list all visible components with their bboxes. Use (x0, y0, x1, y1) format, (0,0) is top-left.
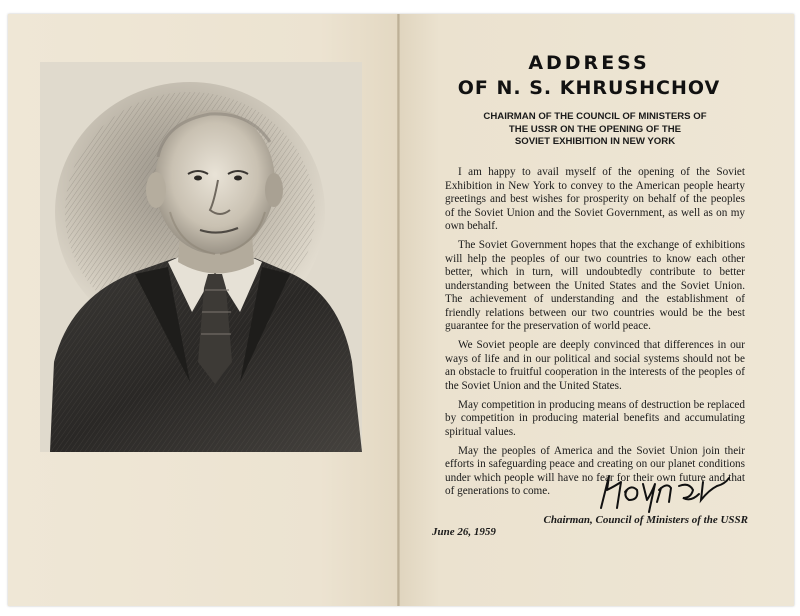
paragraph: May competition in producing means of destruction be replaced by competition in producing material benefits and accumulating spiritual values. (445, 398, 745, 438)
paragraph: We Soviet people are deeply convinced that differences in our ways of life and in our political and social systems should not be an obstacle to fruitful cooperation in the interests of the peoples of the Soviet Union and the United States. (445, 339, 745, 392)
address-body (445, 166, 745, 504)
subtitle-line: SOVIET EXHIBITION IN NEW YORK (514, 136, 676, 147)
handwritten-signature (595, 468, 735, 516)
portrait-illustration (40, 62, 362, 452)
paragraph: The Soviet Government hopes that the exchange of exhibitions will help the peoples of our two countries to know each other better, which in turn, will undoubtedly contribute to better understanding between the United States and the Soviet Union. The achievement of understanding and the establishment of friendly relations between our two countries would be the best guarantee for the preservation of world peace. (445, 239, 745, 333)
subtitle-line: THE USSR ON THE OPENING OF THE (508, 123, 682, 135)
document-subtitle (445, 111, 745, 149)
signature-caption: Chairman, Council of Ministers of the USSR (543, 514, 748, 526)
document-date: June 26, 1959 (432, 526, 496, 538)
paragraph: May the peoples of America and the Soviet Union join their efforts in safeguarding peace and creating on our planet conditions under which people will have no fear for their own future and that of generations to come. (445, 444, 745, 498)
subtitle-line: CHAIRMAN OF THE COUNCIL OF MINISTERS OF (483, 111, 707, 122)
paragraph: I am happy to avail myself of the opening of the Soviet Exhibition in New York to convey to the American people hearty greetings and best wishes for prosperity on behalf of the peoples of the Soviet Union and the Soviet Government, as well as on my own behalf. (445, 166, 745, 233)
page-fold (397, 14, 400, 606)
document-title-line2: OF N. S. KHRUSHCHOV (457, 77, 721, 99)
document-title-line1: ADDRESS (528, 52, 650, 74)
